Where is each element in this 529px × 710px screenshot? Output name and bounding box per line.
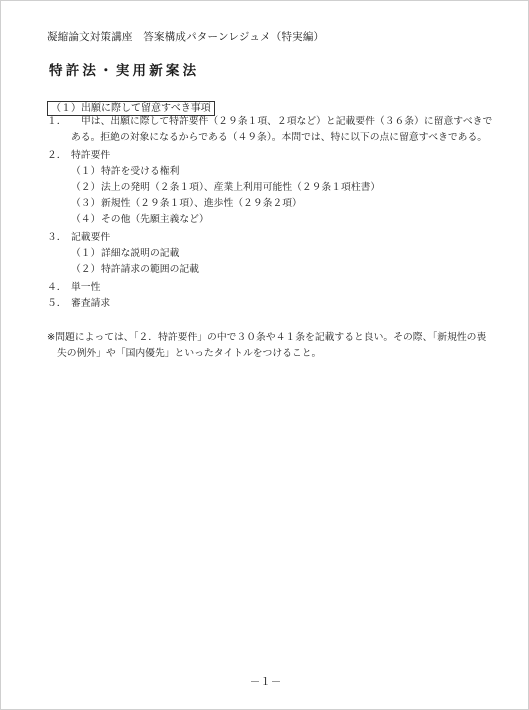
sub-list-item-text: 詳細な説明の記載 [101,248,180,259]
list-item-number: １． [47,116,67,127]
sub-list-item-text: 法上の発明（２条１項）、産業上利用可能性（２９条１項柱書） [101,182,381,193]
list-item-text: 甲は、出願に際して特許要件（２９条１項、２項など）と記載要件（３６条）に留意すべきで [81,116,493,127]
sub-list-item-number: （２） [71,264,101,275]
list-item [47,281,100,295]
sub-list-item-number: （１） [71,166,101,177]
list-item [47,149,110,163]
sub-list-item [71,263,199,277]
sub-list-item-text: 新規性（２９条１項）、進歩性（２９条２項） [101,198,302,209]
list-item [47,115,492,129]
list-item-number: ３． [47,232,67,243]
sub-list-item [71,247,179,261]
note-line: 失の例外」や「国内優先」といったタイトルをつけること。 [57,348,322,359]
list-item-number: ４． [47,282,67,293]
sub-list-item-number: （１） [71,248,101,259]
list-item [47,297,110,311]
list-item-continuation: ある。拒絶の対象になるからである（４９条）。本問では、特に以下の点に留意すべきである。 [71,132,488,143]
list-item-text: 記載要件 [71,232,111,243]
sub-list-item-number: （４） [71,214,101,225]
list-item-text: 単一性 [71,282,101,293]
sub-list-item-text: その他（先願主義など） [101,214,209,225]
list-item-number: ２． [47,150,67,161]
list-item-text: 審査請求 [71,298,111,309]
sub-list-item [71,181,380,195]
sub-list-item [71,213,209,227]
sub-list-item-number: （３） [71,198,101,209]
sub-list-item-text: 特許を受ける権利 [101,166,180,177]
list-item-text: 特許要件 [71,150,111,161]
sub-list-item-text: 特許請求の範囲の記載 [101,264,199,275]
note-line: ※問題によっては、「２．特許要件」の中で３０条や４１条を記載すると良い。その際、「新規性の喪 [47,332,487,343]
page-number: －１－ [249,676,282,688]
document-title: 特許法・実用新案法 [49,63,200,79]
document-header: 凝縮論文対策講座 答案構成パターンレジュメ（特実編） [47,31,325,43]
sub-list-item [71,165,179,179]
sub-list-item-number: （２） [71,182,101,193]
section-heading: （１）出願に際して留意すべき事項 [47,101,215,116]
list-item-number: ５． [47,298,67,309]
list-item [47,231,110,245]
sub-list-item [71,197,302,211]
